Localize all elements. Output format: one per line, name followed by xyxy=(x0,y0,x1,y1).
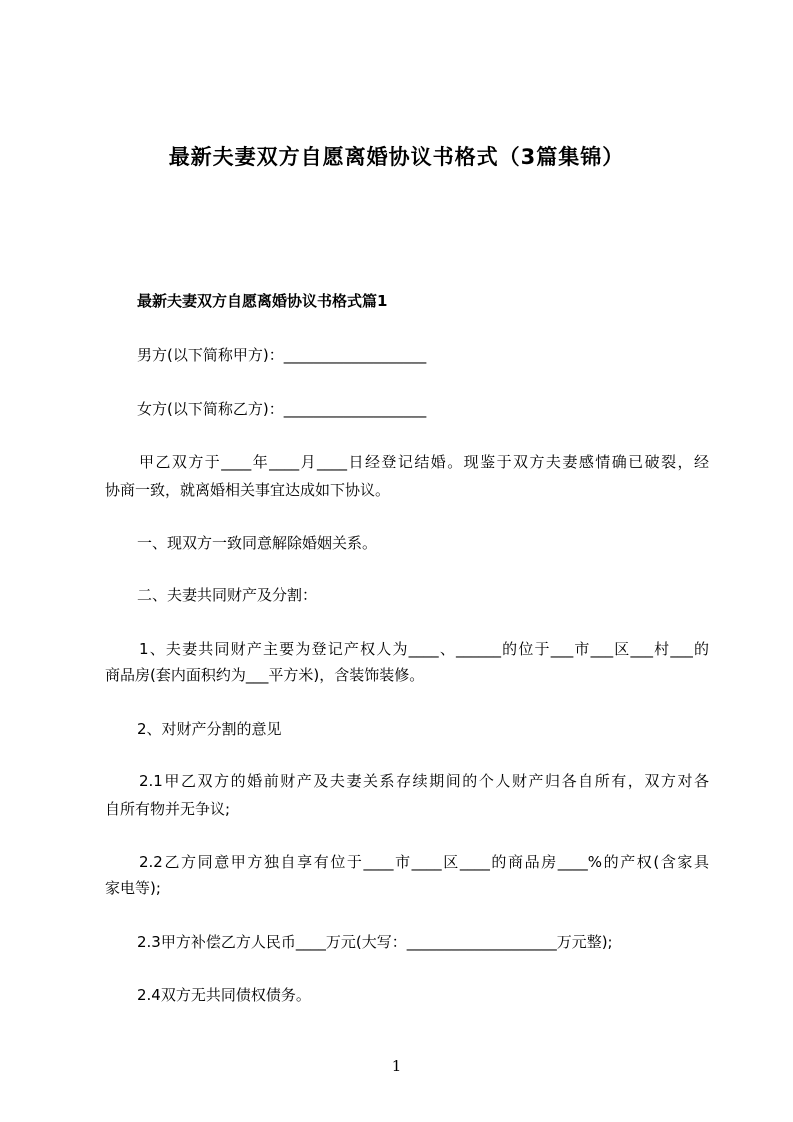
document-title: 最新夫妻双方自愿离婚协议书格式（3篇集锦） xyxy=(168,145,625,169)
item-2-3: 2.3甲方补偿乙方人民币____万元(大写：____________________万元整); xyxy=(137,933,613,951)
item-2-4: 2.4双方无共同债权债务。 xyxy=(137,986,311,1004)
item-1-line-2: 商品房(套内面积约为___平方米)，含装饰装修。 xyxy=(105,666,425,684)
item-2-1-line-2: 自所有物并无争议; xyxy=(105,800,231,818)
item-1-line-1: 1、夫妻共同财产主要为登记产权人为____、______的位于___市___区___村___的 xyxy=(139,640,709,658)
husband-line: 男方(以下简称甲方)：___________________ xyxy=(137,346,427,364)
item-2: 2、对财产分割的意见 xyxy=(137,720,282,738)
item-2-2-line-2: 家电等); xyxy=(105,879,161,897)
item-2-1-line-1: 2.1甲乙双方的婚前财产及夫妻关系存续期间的个人财产归各自所有，双方对各 xyxy=(139,772,709,790)
wife-line: 女方(以下简称乙方)：___________________ xyxy=(137,400,427,418)
item-2-2-line-1: 2.2乙方同意甲方独自享有位于____市____区____的商品房____%的产权(含家具 xyxy=(139,853,709,871)
section-heading: 最新夫妻双方自愿离婚协议书格式篇1 xyxy=(137,292,388,310)
intro-line-2: 协商一致，就离婚相关事宜达成如下协议。 xyxy=(105,481,391,499)
clause-1: 一、现双方一致同意解除婚姻关系。 xyxy=(137,534,378,552)
page-number: 1 xyxy=(391,1057,402,1075)
intro-line-1: 甲乙双方于____年____月____日经登记结婚。现鉴于双方夫妻感情确已破裂，经 xyxy=(139,453,709,471)
clause-2: 二、夫妻共同财产及分割： xyxy=(137,586,318,604)
